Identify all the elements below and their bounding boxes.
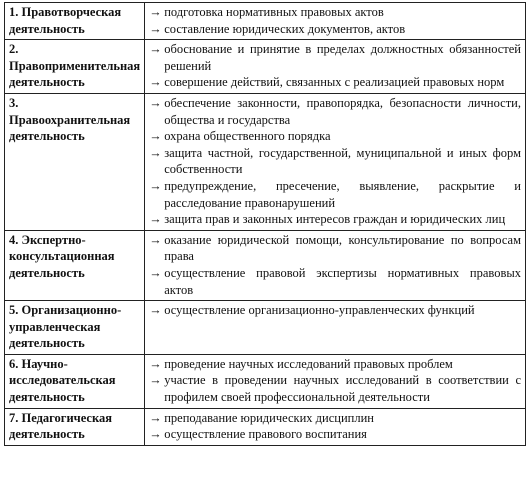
list-item: [149, 41, 521, 74]
activities-cell: [145, 301, 526, 355]
item-text: оказание юридической помощи, консультирование по вопросам права: [164, 232, 521, 264]
arrow-icon: →: [149, 373, 162, 388]
list-item: [149, 145, 521, 178]
arrow-icon: →: [149, 265, 162, 280]
arrow-icon: →: [149, 75, 162, 90]
category-cell: 1. Правотворческая деятельность: [5, 3, 145, 40]
list-item: [149, 128, 521, 145]
item-text: защита прав и законных интересов граждан и юридических лиц: [164, 212, 506, 227]
item-text: обеспечение законности, правопорядка, безопасности личности, общества и государства: [164, 95, 521, 127]
arrow-icon: →: [149, 21, 162, 36]
list-item: [149, 302, 521, 319]
arrow-icon: →: [149, 145, 162, 160]
table-row: [5, 93, 526, 230]
activities-cell: [145, 3, 526, 40]
item-text: обоснование и принятие в пределах должностных обязанностей решений: [164, 42, 521, 73]
list-item: [149, 372, 521, 405]
arrow-icon: →: [149, 129, 162, 144]
activities-cell: [145, 230, 526, 300]
item-text: проведение научных исследований правовых проблем: [164, 356, 453, 371]
list-item: [149, 211, 521, 228]
arrow-icon: →: [149, 356, 162, 371]
category-cell: 3. Правоохранительная деятельность: [5, 93, 145, 230]
category-cell: 5. Организационно-управленческая деятельность: [5, 301, 145, 355]
arrow-icon: →: [149, 95, 162, 110]
activities-cell: [145, 408, 526, 445]
item-text: защита частной, государственной, муниципальной и иных форм собственности: [164, 145, 521, 177]
item-text: преподавание юридических дисциплин: [164, 410, 374, 425]
list-item: [149, 178, 521, 211]
list-item: [149, 356, 521, 373]
arrow-icon: →: [149, 5, 162, 19]
item-text: осуществление правовой экспертизы нормативных правовых актов: [164, 265, 521, 297]
table-row: [5, 354, 526, 408]
table-row: [5, 230, 526, 300]
arrow-icon: →: [149, 232, 162, 247]
list-item: [149, 4, 521, 21]
list-item: [149, 21, 521, 38]
activities-cell: [145, 93, 526, 230]
arrow-icon: →: [149, 42, 162, 57]
category-cell: 7. Педагогическая деятельность: [5, 408, 145, 445]
arrow-icon: →: [149, 212, 162, 227]
category-cell: 6. Научно-исследовательская деятельность: [5, 354, 145, 408]
item-text: совершение действий, связанных с реализацией правовых норм: [164, 75, 505, 90]
item-text: предупреждение, пресечение, выявление, раскрытие и расследование правонарушений: [164, 178, 521, 210]
item-text: осуществление организационно-управленческих функций: [164, 303, 475, 318]
item-text: составление юридических документов, актов: [164, 21, 406, 36]
item-text: участие в проведении научных исследований в соответствии с профилем своей профессиональной деятельности: [164, 373, 521, 405]
activities-cell: [145, 354, 526, 408]
list-item: [149, 426, 521, 443]
list-item: [149, 410, 521, 427]
category-cell: 4. Экспертно-консультационная деятельность: [5, 230, 145, 300]
arrow-icon: →: [149, 303, 162, 318]
activities-table: [4, 2, 526, 446]
list-item: [149, 232, 521, 265]
list-item: [149, 95, 521, 128]
item-text: осуществление правового воспитания: [164, 427, 367, 442]
item-text: подготовка нормативных правовых актов: [164, 5, 384, 19]
arrow-icon: →: [149, 178, 162, 193]
table-row: [5, 3, 526, 40]
list-item: [149, 74, 521, 91]
activities-cell: [145, 40, 526, 94]
item-text: охрана общественного порядка: [164, 129, 331, 144]
table-row: [5, 40, 526, 94]
arrow-icon: →: [149, 427, 162, 442]
table-row: [5, 301, 526, 355]
arrow-icon: →: [149, 410, 162, 425]
list-item: [149, 265, 521, 298]
table-row: [5, 408, 526, 445]
category-cell: 2. Правоприменительная деятельность: [5, 40, 145, 94]
